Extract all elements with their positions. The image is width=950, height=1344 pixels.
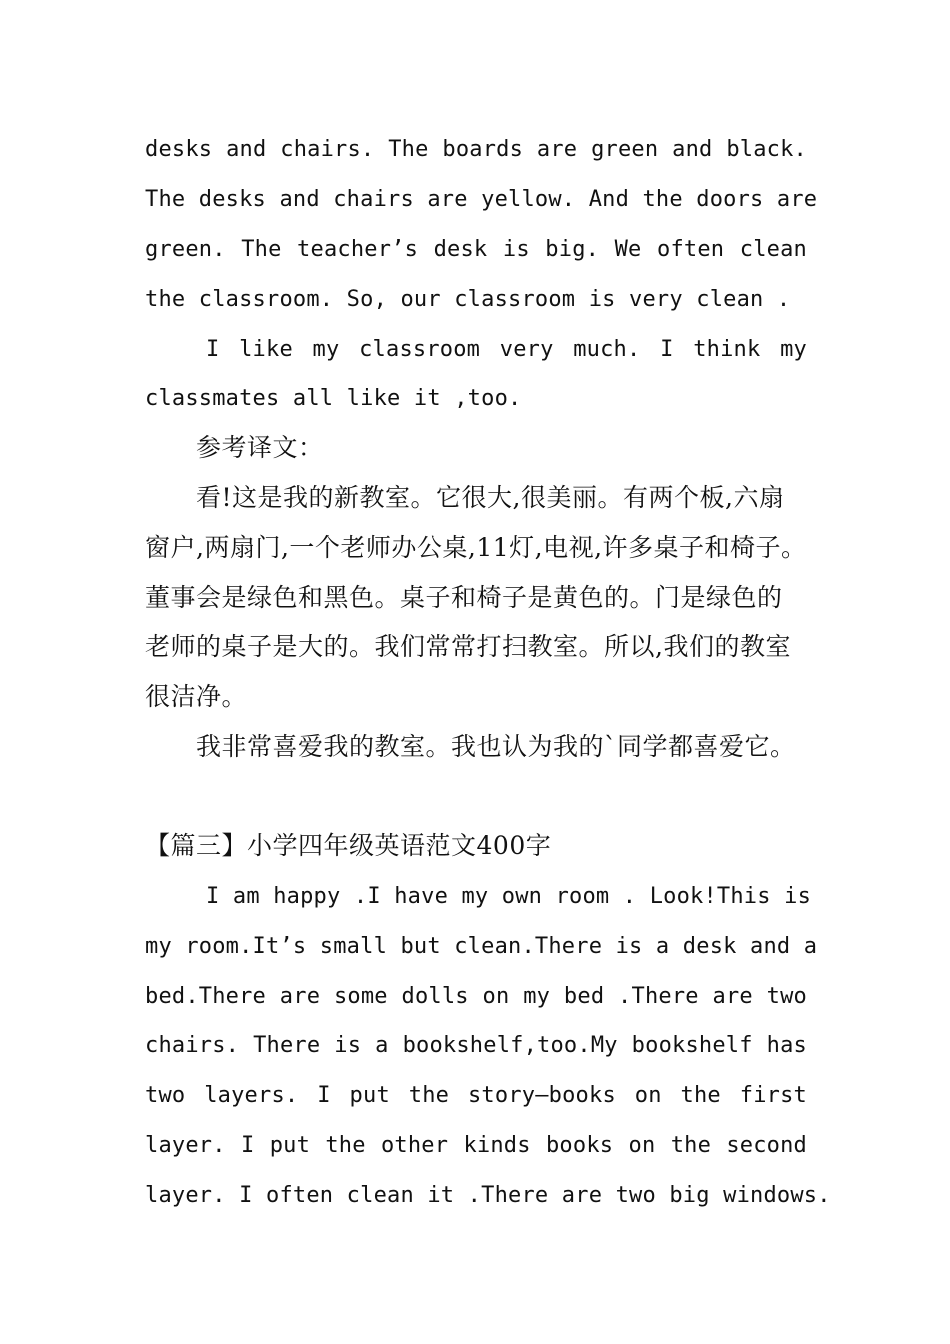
paragraph-line: layer. I often clean it .There are two big windows.	[145, 1183, 831, 1208]
paragraph-line: layer. I put the other kinds books on the second	[145, 1133, 807, 1158]
paragraph-line: desks and chairs. The boards are green and black.	[145, 137, 807, 162]
translation-line: 看!这是我的新教室。它很大,很美丽。有两个板,六扇	[196, 483, 785, 512]
translation-line: 我非常喜爱我的教室。我也认为我的`同学都喜爱它。	[196, 732, 796, 761]
translation-line: 老师的桌子是大的。我们常常打扫教室。所以,我们的教室	[145, 632, 791, 661]
paragraph-line: I am happy .I have my own room . Look!This is	[206, 884, 812, 909]
paragraph-line: The desks and chairs are yellow. And the doors are	[145, 187, 818, 212]
translation-line: 很洁净。	[145, 682, 248, 711]
paragraph-line: the classroom. So, our classroom is very clean .	[145, 287, 791, 312]
section-title: 【篇三】小学四年级英语范文400字	[145, 831, 552, 860]
paragraph-line: chairs. There is a bookshelf,too.My bookshelf has	[145, 1033, 807, 1058]
translation-line: 董事会是绿色和黑色。桌子和椅子是黄色的。门是绿色的	[145, 583, 783, 612]
paragraph-line: classmates all like it ,too.	[145, 386, 522, 411]
translation-line: 窗户,两扇门,一个老师办公桌,11灯,电视,许多桌子和椅子。	[145, 533, 807, 562]
paragraph-line: bed.There are some dolls on my bed .There are two	[145, 984, 807, 1009]
translation-heading: 参考译文：	[196, 433, 324, 462]
paragraph-line: two layers. I put the story—books on the first	[145, 1083, 807, 1108]
paragraph-line: my room.It’s small but clean.There is a desk and a	[145, 934, 818, 959]
paragraph-line: green. The teacher’s desk is big. We often clean	[145, 237, 807, 262]
paragraph-line: I like my classroom very much. I think my	[206, 337, 807, 362]
